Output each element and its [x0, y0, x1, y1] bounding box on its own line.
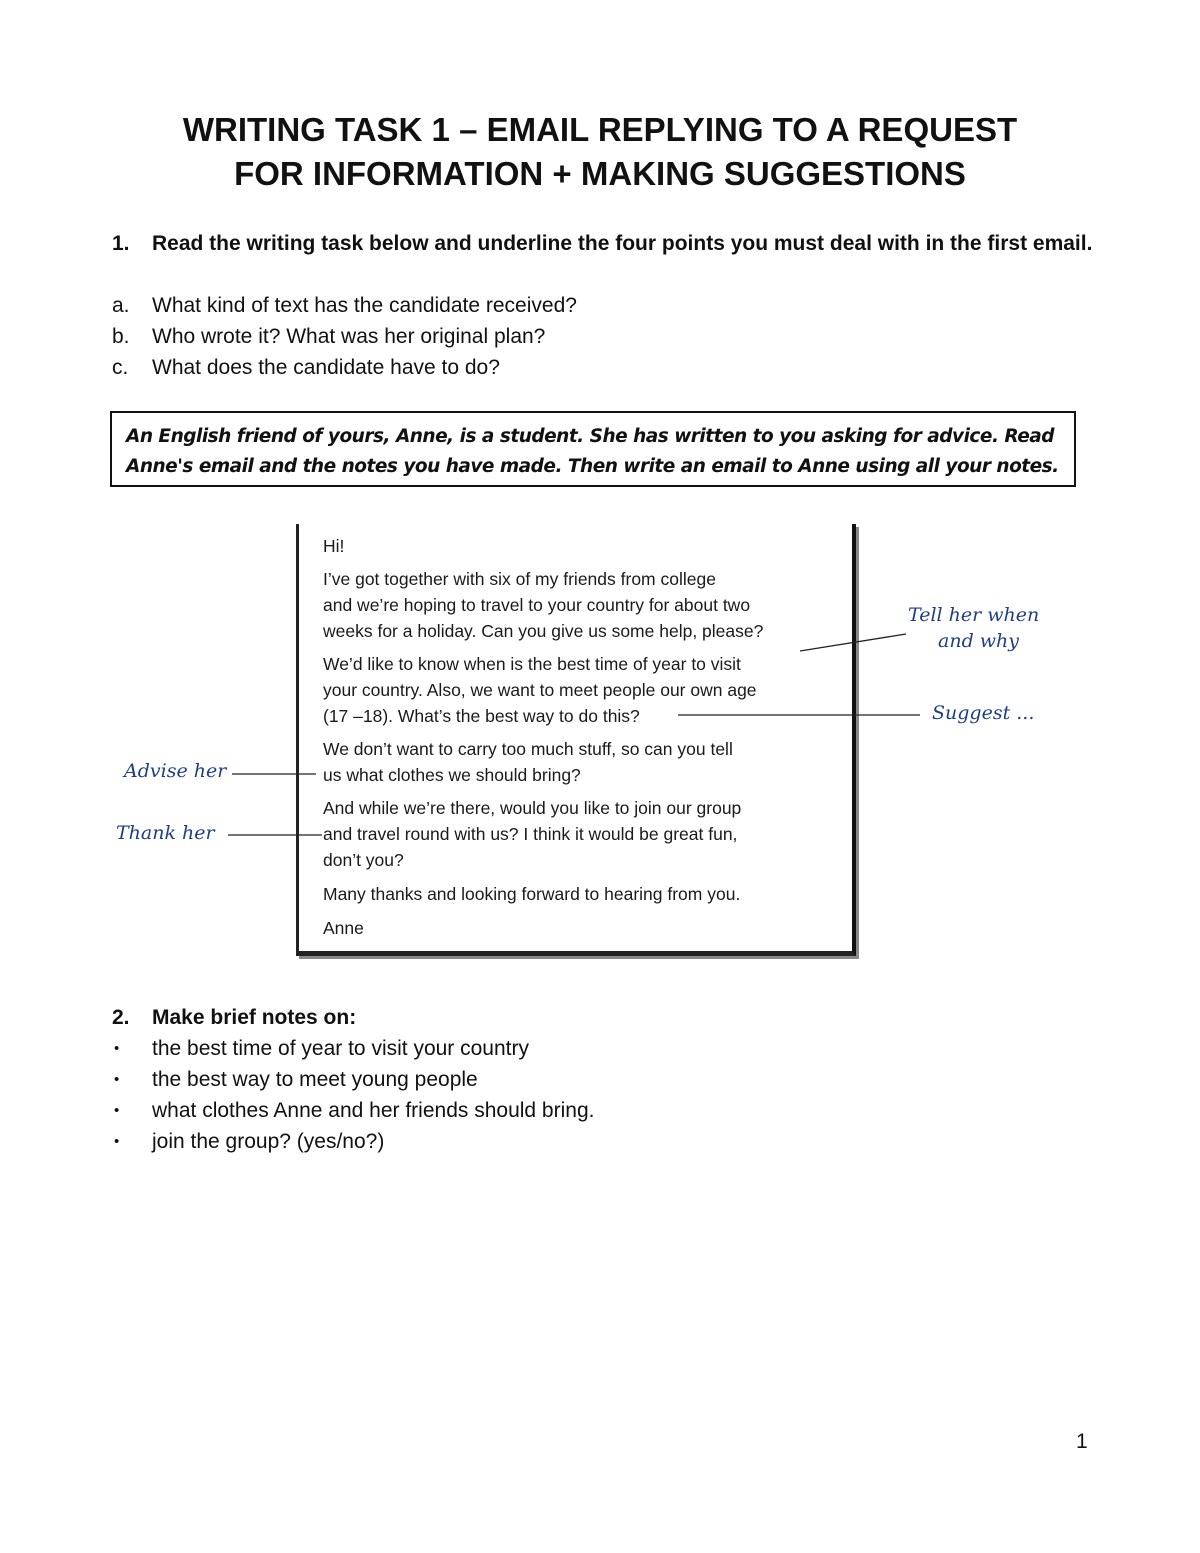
note-thank: Thank her: [116, 822, 215, 844]
question-2-text: Make brief notes on:: [152, 1006, 357, 1029]
bullet-icon: •: [114, 1102, 120, 1119]
note-suggest: Suggest ...: [932, 702, 1035, 724]
email-line: Anne: [323, 918, 364, 938]
bullet-icon: •: [114, 1040, 120, 1057]
page-title: [0, 108, 1200, 196]
list-item: [0, 290, 1200, 321]
email-line: and we’re hoping to travel to your country for about two: [323, 595, 751, 615]
bullet-icon: •: [114, 1071, 120, 1088]
question-2-number: 2.: [112, 1006, 130, 1029]
item-letter: b.: [112, 325, 130, 348]
email-line: We don’t want to carry too much stuff, so can you tell: [323, 739, 733, 759]
question-2: [0, 1002, 1200, 1033]
task-instruction-box: [110, 411, 1076, 487]
bullet-text: join the group? (yes/no?): [152, 1130, 385, 1153]
email-card: [296, 524, 856, 956]
list-item: [0, 352, 1200, 383]
item-letter: a.: [112, 294, 130, 317]
email-line: your country. Also, we want to meet people our own age: [323, 680, 757, 700]
email-line: weeks for a holiday. Can you give us some help, please?: [323, 621, 764, 641]
title-line-1: WRITING TASK 1 – EMAIL REPLYING TO A REQUEST: [182, 111, 1018, 148]
item-text: Who wrote it? What was her original plan?: [152, 325, 546, 348]
task-line-1: An English friend of yours, Anne, is a student. She has written to you asking for advice. Read: [126, 426, 1055, 447]
email-line: and travel round with us? I think it would be great fun,: [323, 824, 738, 844]
email-line: (17 –18). What’s the best way to do this?: [323, 706, 640, 726]
question-1: [0, 228, 1200, 290]
item-text: What kind of text has the candidate received?: [152, 294, 577, 317]
bullet-text: what clothes Anne and her friends should bring.: [152, 1099, 595, 1122]
note-tell-line-2: and why: [938, 630, 1020, 652]
email-line: Many thanks and looking forward to hearing from you.: [323, 884, 741, 904]
question-1-text: Read the writing task below and underline the four points you must deal with in the first email.: [152, 232, 1093, 255]
title-line-2: FOR INFORMATION + MAKING SUGGESTIONS: [234, 155, 966, 192]
email-line: don’t you?: [323, 850, 404, 870]
email-line: I’ve got together with six of my friends from college: [323, 569, 716, 589]
question-1-number: 1.: [112, 232, 130, 255]
list-item: [0, 1095, 1200, 1126]
task-line-2: Anne's email and the notes you have made. Then write an email to Anne using all your notes.: [126, 456, 1059, 477]
list-item: [0, 1033, 1200, 1064]
bullet-text: the best time of year to visit your country: [152, 1037, 529, 1060]
item-letter: c.: [112, 356, 129, 379]
note-tell-line-1: Tell her when: [908, 604, 1040, 626]
bullet-text: the best way to meet young people: [152, 1068, 478, 1091]
list-item: [0, 321, 1200, 352]
page-number: 1: [1076, 1430, 1088, 1453]
email-line: Hi!: [323, 536, 345, 556]
bullet-icon: •: [114, 1133, 120, 1150]
list-item: [0, 1126, 1200, 1157]
item-text: What does the candidate have to do?: [152, 356, 500, 379]
email-line: us what clothes we should bring?: [323, 765, 581, 785]
note-advise: Advise her: [124, 760, 227, 782]
email-line: And while we’re there, would you like to join our group: [323, 798, 742, 818]
list-item: [0, 1064, 1200, 1095]
email-line: We’d like to know when is the best time of year to visit: [323, 654, 741, 674]
